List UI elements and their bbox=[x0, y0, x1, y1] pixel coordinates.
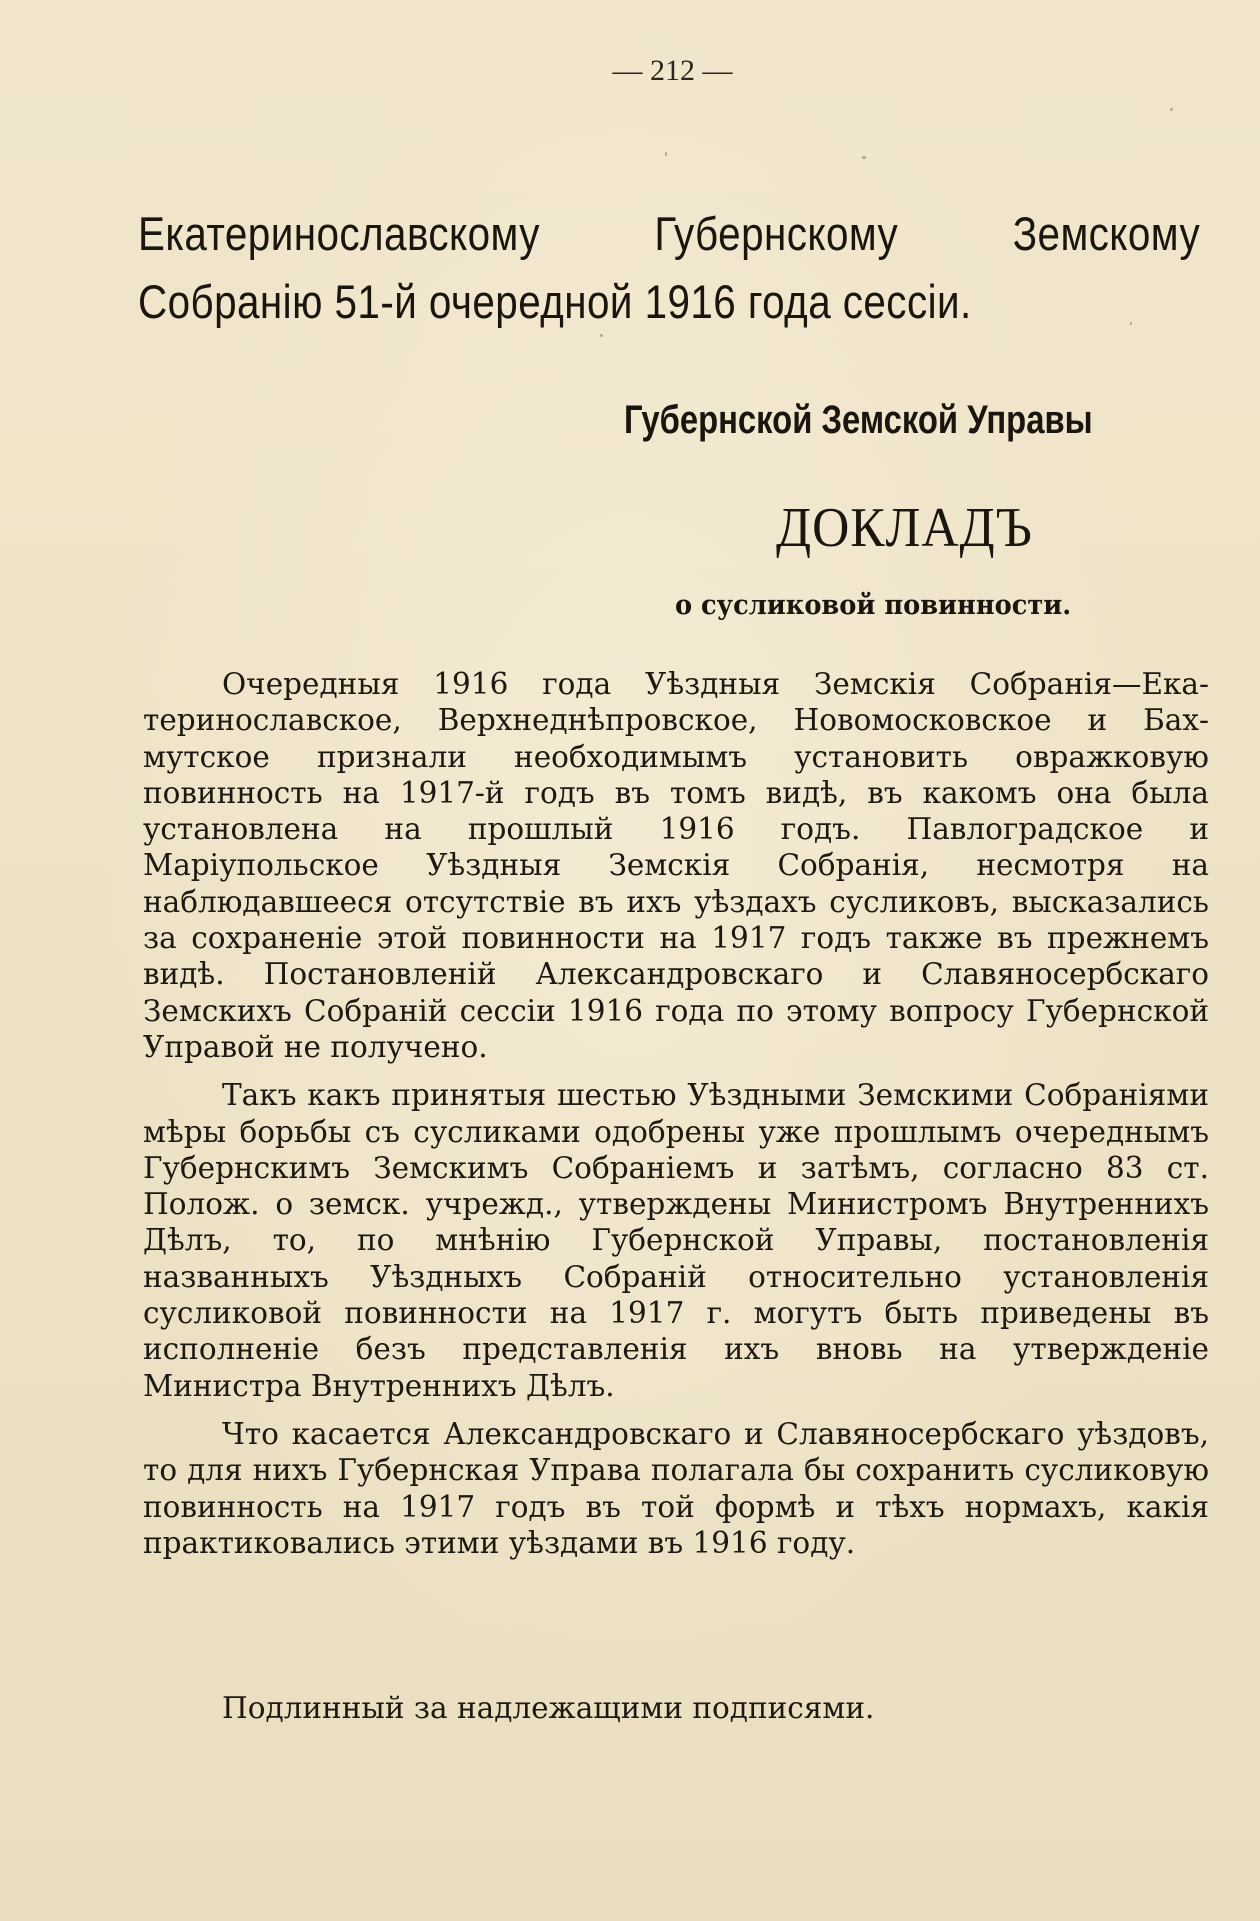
signature-note: Подлинный за надлежащими подписями. bbox=[222, 1691, 875, 1725]
authority-heading: Губернской Земской Управы bbox=[624, 398, 1093, 442]
page-number: — 212 — bbox=[612, 54, 733, 87]
document-type-title: ДОКЛАДЪ bbox=[776, 497, 1033, 559]
paper-speck bbox=[862, 156, 866, 159]
addressee-heading bbox=[138, 200, 1201, 336]
paper-speck bbox=[665, 152, 667, 156]
paper-speck bbox=[1203, 760, 1205, 762]
addressee-line-2: Собранію 51-й очередной 1916 года сессіи. bbox=[138, 275, 972, 328]
paragraph-2: Такъ какъ принятыя шестью Уѣздными Земскими Собраніями мѣры борьбы съ сусликами одобрены уже прошлымъ очереднымъ Губернскимъ Земскимъ Собраніемъ и затѣмъ, согласно 83 ст. Полож. о земск. учрежд., утверждены Министромъ Внутреннихъ Дѣлъ, то, по мнѣнію Губернской Управы, постановленія названныхъ Уѣздныхъ Собраній относительно установленія сусликовой повинности на 1917 г. могутъ быть приведены въ исполненіе безъ представленія ихъ вновь на утвержденіе Министра Внутреннихъ Дѣлъ. bbox=[143, 1078, 1209, 1403]
subject-line: о сусликовой повинности. bbox=[675, 590, 1072, 621]
paragraph-1: Очередныя 1916 года Уѣздныя Земскія Собранія—Екатеринославское, Верхнеднѣпровское, Новомосковское и Бахмутское признали необходимымъ установить овражковую повинность на 1917-й годъ въ томъ видѣ, въ какомъ она была установлена на прошлый 1916 годъ. Павлоградское и Маріупольское Уѣздныя Земскія Собранія, несмотря на наблюдавшееся отсутствіе въ ихъ уѣздахъ сусликовъ, высказались за сохраненіе этой повинности на 1917 годъ также въ прежнемъ видѣ. Постановленій Александровскаго и Славяносербскаго Земскихъ Собраній сессіи 1916 года по этому вопросу Губернской Управой не получено. bbox=[143, 667, 1209, 1064]
addressee-line-1: Екатеринославскому Губернскому Земскому bbox=[138, 207, 1201, 260]
paragraph-3: Что касается Александровскаго и Славяносербскаго уѣздовъ, то для нихъ Губернская Управа полагала бы сохранить сусликовую повинность на 1917 годъ въ той формѣ и тѣхъ нормахъ, какія практиковались этими уѣздами въ 1916 году. bbox=[143, 1416, 1209, 1560]
report-body bbox=[143, 666, 1209, 1573]
paper-speck bbox=[1130, 322, 1132, 325]
paper-speck bbox=[600, 334, 603, 337]
paper-speck bbox=[1170, 108, 1173, 111]
